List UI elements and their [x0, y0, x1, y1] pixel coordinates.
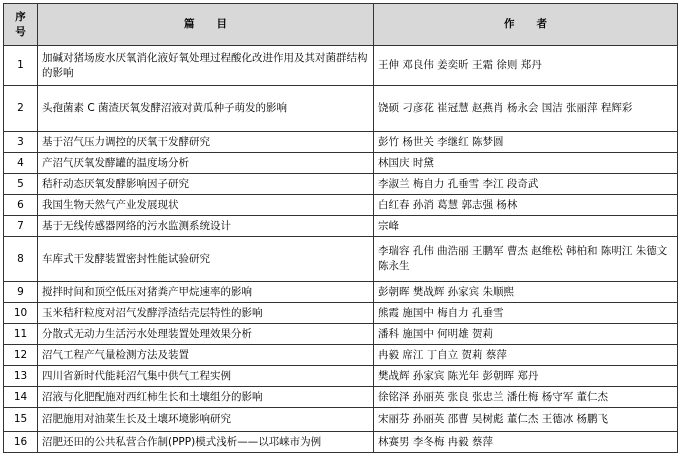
row-number: 5: [4, 174, 38, 195]
article-title: 秸秆动态厌氧发酵影响因子研究: [38, 174, 374, 195]
row-number: 9: [4, 282, 38, 303]
table-row: [4, 153, 678, 174]
article-title: 加碱对猪场废水厌氧消化液好氧处理过程酸化改进作用及其对菌群结构的影响: [38, 46, 374, 86]
article-authors: 冉毅 席江 丁自立 贺莉 蔡萍: [374, 345, 678, 366]
article-authors: 彭竹 杨世关 李继红 陈梦圆: [374, 132, 678, 153]
table-row: [4, 366, 678, 387]
row-number: 6: [4, 195, 38, 216]
header-no: [4, 4, 38, 46]
article-title: 分散式无动力生活污水处理装置处理效果分析: [38, 324, 374, 345]
article-authors: 李瑞容 孔伟 曲浩丽 王鹏军 曹杰 赵维松 韩柏和 陈明江 朱德文 陈永生: [374, 237, 678, 282]
table-row: [4, 303, 678, 324]
table-row: [4, 195, 678, 216]
table-row: [4, 237, 678, 282]
table-row: [4, 324, 678, 345]
row-number: 12: [4, 345, 38, 366]
row-number: 4: [4, 153, 38, 174]
contents-table: [3, 3, 678, 453]
table-row: [4, 387, 678, 408]
article-authors: 樊战辉 孙家宾 陈光年 彭朝晖 郑丹: [374, 366, 678, 387]
header-no-line1: 序: [15, 10, 26, 23]
table-row: [4, 86, 678, 132]
article-title: 基于沼气压力调控的厌氧干发酵研究: [38, 132, 374, 153]
article-title: 沼肥施用对油菜生长及土壤环境影响研究: [38, 408, 374, 432]
article-title: 搅拌时间和顶空低压对猪粪产甲烷速率的影响: [38, 282, 374, 303]
table-header-row: [4, 4, 678, 46]
article-authors: 饶硕 刁彦花 崔冠慧 赵燕肖 杨永会 国洁 张丽萍 程辉彩: [374, 86, 678, 132]
row-number: 10: [4, 303, 38, 324]
row-number: 13: [4, 366, 38, 387]
row-number: 7: [4, 216, 38, 237]
row-number: 8: [4, 237, 38, 282]
table-row: [4, 174, 678, 195]
article-authors: 潘科 施国中 何明雄 贺莉: [374, 324, 678, 345]
table-row: [4, 282, 678, 303]
article-title: 我国生物天然气产业发展现状: [38, 195, 374, 216]
article-authors: 宗峰: [374, 216, 678, 237]
header-authors: 作者: [374, 4, 678, 46]
table-row: [4, 408, 678, 432]
table-row: [4, 216, 678, 237]
article-authors: 王伸 邓良伟 姜奕昕 王霜 徐则 郑丹: [374, 46, 678, 86]
table-row: [4, 46, 678, 86]
article-authors: 林赛男 李冬梅 冉毅 蔡萍: [374, 432, 678, 453]
article-title: 产沼气厌氧发酵罐的温度场分析: [38, 153, 374, 174]
row-number: 15: [4, 408, 38, 432]
article-authors: 徐铭泽 孙丽英 张良 张忠兰 潘仕梅 杨守军 董仁杰: [374, 387, 678, 408]
table-row: [4, 345, 678, 366]
article-authors: 熊霞 施国中 梅自力 孔垂雪: [374, 303, 678, 324]
table-row: [4, 132, 678, 153]
header-title: 篇目: [38, 4, 374, 46]
table-row: [4, 432, 678, 453]
article-title: 基于无线传感器网络的污水监测系统设计: [38, 216, 374, 237]
article-authors: 林国庆 时黛: [374, 153, 678, 174]
article-authors: 宋丽芬 孙丽英 邵曹 吴树彪 董仁杰 王德冰 杨鹏飞: [374, 408, 678, 432]
article-title: 沼液与化肥配施对西红柿生长和土壤组分的影响: [38, 387, 374, 408]
article-authors: 李淑兰 梅自力 孔垂雪 李江 段奇武: [374, 174, 678, 195]
row-number: 1: [4, 46, 38, 86]
article-authors: 白红春 孙消 葛慧 郭志强 杨林: [374, 195, 678, 216]
row-number: 14: [4, 387, 38, 408]
article-authors: 彭朝晖 樊战辉 孙家宾 朱顺熙: [374, 282, 678, 303]
row-number: 16: [4, 432, 38, 453]
article-title: 沼肥还田的公共私营合作制(PPP)模式浅析——以邛崃市为例: [38, 432, 374, 453]
header-no-line2: 号: [15, 25, 26, 38]
row-number: 11: [4, 324, 38, 345]
row-number: 3: [4, 132, 38, 153]
article-title: 玉米秸秆粒度对沼气发酵浮渣结壳层特性的影响: [38, 303, 374, 324]
row-number: 2: [4, 86, 38, 132]
article-title: 头孢菌素 C 菌渣厌氧发酵沼液对黄瓜种子萌发的影响: [38, 86, 374, 132]
article-title: 车库式干发酵装置密封性能试验研究: [38, 237, 374, 282]
article-title: 四川省新时代能耗沼气集中供气工程实例: [38, 366, 374, 387]
article-title: 沼气工程产气量检测方法及装置: [38, 345, 374, 366]
